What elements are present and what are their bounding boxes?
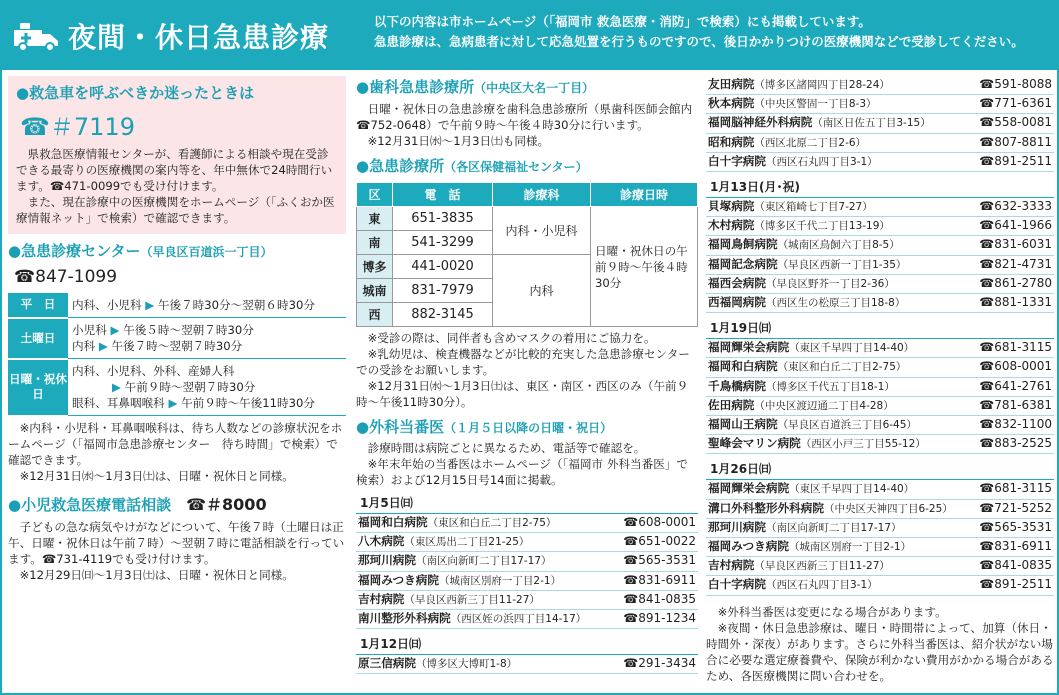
arrow-icon: ▶	[110, 323, 120, 337]
hospital-row	[706, 134, 1054, 153]
hospital-row	[356, 610, 698, 629]
hospital-name: 八木病院	[358, 534, 405, 549]
hospital-address: （中央区渡辺通二丁目4-28）	[754, 399, 894, 412]
hospital-list	[356, 513, 698, 629]
hospital-name: 福岡和白病院	[708, 359, 778, 374]
hospital-tel: ☎721-5252	[979, 500, 1052, 515]
section-surgery	[356, 416, 698, 674]
hospital-tel: ☎821-4731	[979, 256, 1052, 271]
ward-note-1: ※受診の際は、同伴者も含めマスクの着用にご協力を。	[367, 331, 656, 345]
hospital-row	[706, 397, 1054, 416]
hospital-name: 福岡輝栄会病院	[708, 481, 790, 496]
hospital-name: 友田病院	[708, 77, 755, 91]
hospital-row	[706, 76, 1054, 95]
child-title-main: ●小児救急医療電話相談	[8, 495, 172, 514]
ward-note-2: ※乳幼児は、検査機器などが比較的充実した急患診療センターでの受診をお願いします。	[356, 347, 690, 377]
surgery-final-note-1: ※外科当番医は変更になる場合があります。	[717, 604, 947, 619]
dental-title	[356, 76, 698, 97]
day-heading: 1月5日㈰	[360, 496, 413, 510]
hospital-name: 那珂川病院	[708, 519, 766, 534]
ward-header: 電 話	[393, 183, 493, 207]
column-3	[706, 76, 1054, 691]
hospital-name: 吉村病院	[358, 591, 405, 606]
hospital-row	[706, 358, 1054, 377]
hospital-row	[706, 198, 1054, 217]
dental-text: 日曜・祝休日の急患診療を歯科急患診療所（県歯科医師会館内☎752-0648）で午前９時～午後４時30分に行います。	[356, 102, 693, 132]
hospital-row	[356, 655, 698, 674]
hospital-address: （中央区天神四丁目6-25）	[823, 502, 953, 515]
section-child	[8, 492, 346, 583]
ward-header: 区	[357, 183, 393, 207]
hospital-name: 福岡輝栄会病院	[708, 340, 790, 355]
hospital-name: 聖峰会マリン病院	[708, 436, 801, 451]
hospital-address: （東区千早四丁目14-40）	[789, 483, 915, 496]
day-heading: 1月26日㈰	[710, 462, 772, 477]
column-1	[8, 76, 346, 691]
day-heading: 1月19日㈰	[710, 321, 772, 336]
arrow-icon: ▶	[98, 339, 108, 353]
ward-tel: 651-3835	[393, 207, 493, 231]
hospital-tel: ☎608-0001	[623, 515, 696, 529]
ward-name: 東	[357, 207, 393, 231]
ward-tel: 441-0020	[393, 255, 493, 279]
hospital-name: 昭和病院	[708, 134, 755, 149]
ward-tel: 882-3145	[393, 303, 493, 327]
hospital-row	[706, 153, 1054, 172]
header-note-2: 急患診療は、急病患者に対して応急処置を行うものですので、後日かかりつけの医療機関などで受診してください。	[374, 34, 1024, 49]
hospital-list	[706, 197, 1054, 313]
page-title: 夜間・休日急患診療	[68, 21, 330, 54]
day-heading: 1月12日㈰	[360, 637, 422, 652]
dental-title-main: ●歯科急患診療所	[356, 78, 475, 96]
hospital-tel: ☎831-6911	[979, 539, 1052, 554]
hospital-row	[706, 557, 1054, 576]
section-ward	[356, 155, 698, 410]
schedule-time: 午前９時～翌朝７時30分	[124, 380, 256, 394]
surgery-title-sub: （１月５日以降の日曜・祝日）	[444, 421, 613, 435]
hospital-address: （西区姪の浜四丁目14-17）	[450, 613, 587, 626]
hospital-row	[706, 378, 1054, 397]
hospital-list	[706, 338, 1054, 454]
hospital-address: （南区向新町二丁目17-17）	[765, 521, 902, 534]
hospital-tel: ☎641-1966	[979, 218, 1052, 233]
surgery-note: ※年末年始の当番医はホームページ（「福岡市 外科当番医」で検索）および12月15日号14面に掲載。	[356, 457, 688, 487]
header-notes	[374, 12, 1024, 52]
hospital-name: 西福岡病院	[708, 295, 766, 310]
hospital-name: 秋本病院	[708, 96, 755, 111]
hospital-tel: ☎891-2511	[979, 153, 1052, 168]
schedule-dept: 内科	[72, 339, 96, 353]
section-dental	[356, 76, 698, 149]
hospital-name: 福岡記念病院	[708, 256, 778, 271]
section-7119-text-2: また、現在診療中の医療機関をホームページ（「ふくおか医療情報ネット」で検索）で確認できます。	[16, 195, 335, 225]
hospital-name: 千鳥橋病院	[708, 378, 766, 393]
hospital-tel: ☎681-3115	[979, 340, 1052, 355]
schedule-dept: 内科、小児科	[72, 298, 142, 312]
hospital-tel: ☎831-6911	[623, 572, 696, 587]
hospital-address: （中央区警固一丁目8-3）	[754, 98, 877, 111]
hospital-list	[356, 654, 698, 674]
header	[2, 2, 1057, 70]
hospital-row	[706, 538, 1054, 557]
schedule-row-saturday	[8, 318, 346, 359]
hospital-name: 佐田病院	[708, 397, 755, 412]
center-note-2: ※12月31日㈬～1月3日㈯は、日曜・祝休日と同様。	[19, 468, 294, 483]
schedule-label: 土曜日	[8, 318, 68, 359]
hospital-row	[356, 533, 698, 552]
arrow-icon: ▶	[112, 380, 121, 394]
hospital-tel: ☎807-8811	[979, 134, 1052, 149]
ward-title-main: ●急患診療所	[356, 157, 445, 175]
hospital-tel: ☎841-0835	[623, 591, 696, 606]
ward-note-3: ※12月31日㈬～1月3日㈯は、東区・南区・西区のみ（午前９時～午後11時30分）。	[356, 379, 689, 409]
hospital-name: 原三信病院	[358, 656, 416, 671]
hospital-row	[706, 256, 1054, 275]
hospital-name: 溝口外科整形外科病院	[708, 500, 824, 515]
hospital-row	[706, 275, 1054, 294]
hospital-address: （南区向新町二丁目17-17）	[415, 555, 552, 568]
hospital-name: 白十字病院	[708, 577, 766, 592]
center-note-1: ※内科・小児科・耳鼻咽喉科は、待ち人数などの診療状況をホームページ（「福岡市急患診療センター 待ち時間」で検索）で確認できます。	[8, 420, 343, 467]
hospital-address: （東区和白丘二丁目2-75）	[777, 361, 907, 374]
hospital-tel: ☎781-6381	[979, 397, 1052, 412]
hospital-name: 那珂川病院	[358, 553, 416, 568]
hospital-name: 貝塚病院	[708, 199, 755, 214]
hospital-name: 福岡みつき病院	[708, 539, 789, 554]
center-title	[8, 240, 346, 261]
schedule-row-weekday	[8, 293, 346, 318]
hospital-address: （博多区千代二丁目13-19）	[754, 220, 890, 233]
hospital-tel: ☎881-1331	[979, 295, 1052, 310]
surgery-title	[356, 416, 698, 437]
dental-note: ※12月31日㈬～1月3日㈯も同様。	[367, 134, 550, 148]
child-note: ※12月29日㈰～1月3日㈯は、日曜・祝休日と同様。	[19, 567, 294, 582]
ward-title-sub: （各区保健福祉センター）	[444, 160, 588, 174]
hospital-tel: ☎558-0081	[979, 115, 1052, 130]
child-phone: ☎＃8000	[186, 494, 267, 514]
hospital-row	[706, 217, 1054, 236]
surgery-text: 診療時間は病院ごとに異なるため、電話等で確認を。	[367, 441, 646, 455]
schedule-row-holiday	[8, 359, 346, 416]
ward-hours: 日曜・祝休日の午前９時～午後４時30分	[591, 207, 698, 327]
hospital-name: 白十字病院	[708, 153, 766, 168]
hospital-name: 木村病院	[708, 218, 755, 233]
hospital-list	[706, 479, 1054, 595]
hospital-row	[706, 294, 1054, 313]
hospital-address: （東区千早四丁目14-40）	[789, 342, 915, 355]
header-note-1: 以下の内容は市ホームページ（「福岡市 救急医療・消防」で検索）にも掲載しています。	[374, 14, 871, 29]
ward-header: 診療科	[493, 183, 591, 207]
section-7119-title: ●救急車を呼ぶべきか迷ったときは	[16, 84, 255, 102]
hospital-row	[706, 416, 1054, 435]
hospital-tel: ☎641-2761	[979, 378, 1052, 393]
hospital-name: 福西会病院	[708, 275, 766, 290]
hospital-row	[356, 514, 698, 533]
section-7119-text-1: 県救急医療情報センターが、看護師による相談や現在受診できる最寄りの医療機関の案内等を、年中無休で24時間行います。☎471-0099でも受け付けます。	[16, 147, 333, 193]
hospital-list	[706, 76, 1054, 172]
hospital-name: 南川整形外科病院	[358, 611, 451, 626]
schedule-label: 平 日	[8, 293, 68, 318]
hospital-address: （早良区西新三丁目11-27）	[754, 560, 890, 573]
hospital-address: （城南区別府一丁目2-1）	[438, 574, 562, 587]
hospital-name: 福岡脳神経外科病院	[708, 115, 813, 130]
hospital-address: （東区馬出二丁目21-25）	[404, 536, 530, 549]
hospital-row	[706, 519, 1054, 538]
hospital-name: 福岡和白病院	[358, 515, 428, 529]
ward-dept: 内科	[493, 255, 591, 327]
ward-name: 博多	[357, 255, 393, 279]
center-phone: ☎847-1099	[14, 267, 118, 287]
hospital-address: （南区日佐五丁目3-15）	[812, 117, 931, 130]
child-title	[8, 492, 346, 515]
schedule-time: 午後７時30分～翌朝６時30分	[157, 298, 315, 312]
dental-title-sub: （中央区大名一丁目）	[474, 81, 595, 95]
hospital-tel: ☎681-3115	[979, 481, 1052, 496]
schedule-time: 午後５時～翌朝７時30分	[123, 323, 254, 337]
hospital-address: （博多区諸岡四丁目28-24）	[754, 79, 890, 91]
hospital-row	[706, 500, 1054, 519]
ward-tel: 541-3299	[393, 231, 493, 255]
hospital-tel: ☎608-0001	[979, 359, 1052, 374]
ward-header: 診療日時	[591, 183, 698, 207]
ward-name: 西	[357, 303, 393, 327]
center-title-main: ●急患診療センター	[8, 242, 141, 260]
hospital-address: （東区箱崎七丁目7-27）	[754, 201, 873, 214]
ward-tel: 831-7979	[393, 279, 493, 303]
hospital-tel: ☎632-3333	[979, 199, 1052, 214]
hospital-row	[706, 576, 1054, 595]
section-7119	[8, 76, 346, 234]
schedule-label: 日曜・祝休日	[8, 359, 68, 416]
hospital-name: 福岡鳥飼病院	[708, 237, 778, 252]
hospital-tel: ☎891-2511	[979, 577, 1052, 592]
hospital-address: （早良区西新一丁目1-35）	[777, 258, 907, 271]
hospital-row	[706, 95, 1054, 114]
arrow-icon: ▶	[145, 298, 155, 312]
ward-title	[356, 155, 698, 176]
hospital-row	[706, 435, 1054, 454]
day-heading: 1月13日(月･祝)	[710, 180, 801, 195]
center-schedule-table	[8, 293, 346, 417]
hospital-address: （早良区野芥一丁目2-36）	[765, 277, 895, 290]
hospital-address: （西区小戸三丁目55-12）	[800, 438, 926, 451]
ward-name: 南	[357, 231, 393, 255]
hospital-address: （西区北原二丁目2-6）	[754, 136, 867, 149]
hospital-name: 福岡山王病院	[708, 417, 778, 432]
hospital-tel: ☎291-3434	[623, 656, 696, 671]
arrow-icon: ▶	[168, 396, 178, 410]
hospital-tel: ☎565-3531	[623, 553, 696, 568]
hospital-address: （博多区千代五丁目18-1）	[765, 380, 895, 393]
schedule-dept: 小児科	[72, 323, 107, 337]
hospital-address: （西区石丸四丁目3-1）	[765, 155, 878, 168]
hospital-row	[356, 572, 698, 591]
hospital-address: （城南区鳥飼六丁目8-5）	[777, 239, 900, 252]
hospital-name: 吉村病院	[708, 558, 755, 573]
center-title-sub: （早良区百道浜一丁目）	[140, 245, 273, 259]
hospital-tel: ☎591-8088	[979, 77, 1052, 91]
ward-row	[357, 207, 698, 231]
hospital-address: （東区和白丘二丁目2-75）	[427, 517, 557, 529]
schedule-time: 午後７時～翌朝７時30分	[111, 339, 243, 353]
hospital-address: （早良区西新三丁目11-27）	[404, 593, 540, 606]
hospital-tel: ☎831-6031	[979, 237, 1052, 252]
hospital-row	[706, 339, 1054, 358]
hospital-address: （博多区大博町1-8）	[415, 658, 518, 671]
section-center	[8, 240, 346, 484]
surgery-final-note-2: ※夜間・休日急患診療は、曜日・時間帯によって、加算（休日・時間外・深夜）があります。さらに外科当番医は、紹介状がない場合に必要な選定療養費や、保険が利かない費用がかかる場合があるため、各医療機関に問い合わせを。	[706, 620, 1054, 683]
hospital-tel: ☎883-2525	[979, 436, 1052, 451]
hospital-row	[706, 480, 1054, 499]
hospital-address: （西区石丸四丁目3-1）	[765, 579, 878, 592]
hospital-tel: ☎651-0022	[623, 534, 696, 549]
child-text: 子どもの急な病気やけがなどについて、午後７時（土曜日は正午、日曜・祝休日は午前７時）～翌朝７時に電話相談を行っています。☎731-4119でも受け付けます。	[8, 519, 345, 566]
phone-7119: ☎＃7119	[20, 113, 135, 141]
surgery-title-main: ●外科当番医	[356, 418, 445, 436]
hospital-row	[356, 591, 698, 610]
hospital-row	[706, 114, 1054, 133]
ward-table	[356, 182, 698, 327]
column-2	[356, 76, 698, 691]
schedule-dept: 内科、小児科、外科、産婦人科	[72, 364, 235, 378]
hospital-tel: ☎771-6361	[979, 96, 1052, 111]
hospital-address: （西区生の松原三丁目18-8）	[765, 297, 906, 310]
hospital-tel: ☎861-2780	[979, 275, 1052, 290]
hospital-address: （早良区百道浜三丁目6-45）	[777, 419, 917, 432]
hospital-row	[706, 236, 1054, 255]
ward-dept: 内科・小児科	[493, 207, 591, 255]
hospital-address: （城南区別府一丁目2-1）	[788, 541, 912, 554]
ambulance-icon	[12, 20, 60, 54]
hospital-tel: ☎832-1100	[979, 417, 1052, 432]
hospital-tel: ☎565-3531	[979, 519, 1052, 534]
ward-name: 城南	[357, 279, 393, 303]
hospital-row	[356, 552, 698, 571]
ward-table-header	[357, 183, 698, 207]
hospital-tel: ☎891-1234	[623, 611, 696, 626]
hospital-tel: ☎841-0835	[979, 558, 1052, 573]
schedule-time: 午前９時～午後11時30分	[181, 396, 315, 410]
schedule-dept: 眼科、耳鼻咽喉科	[72, 396, 165, 410]
hospital-name: 福岡みつき病院	[358, 572, 439, 587]
